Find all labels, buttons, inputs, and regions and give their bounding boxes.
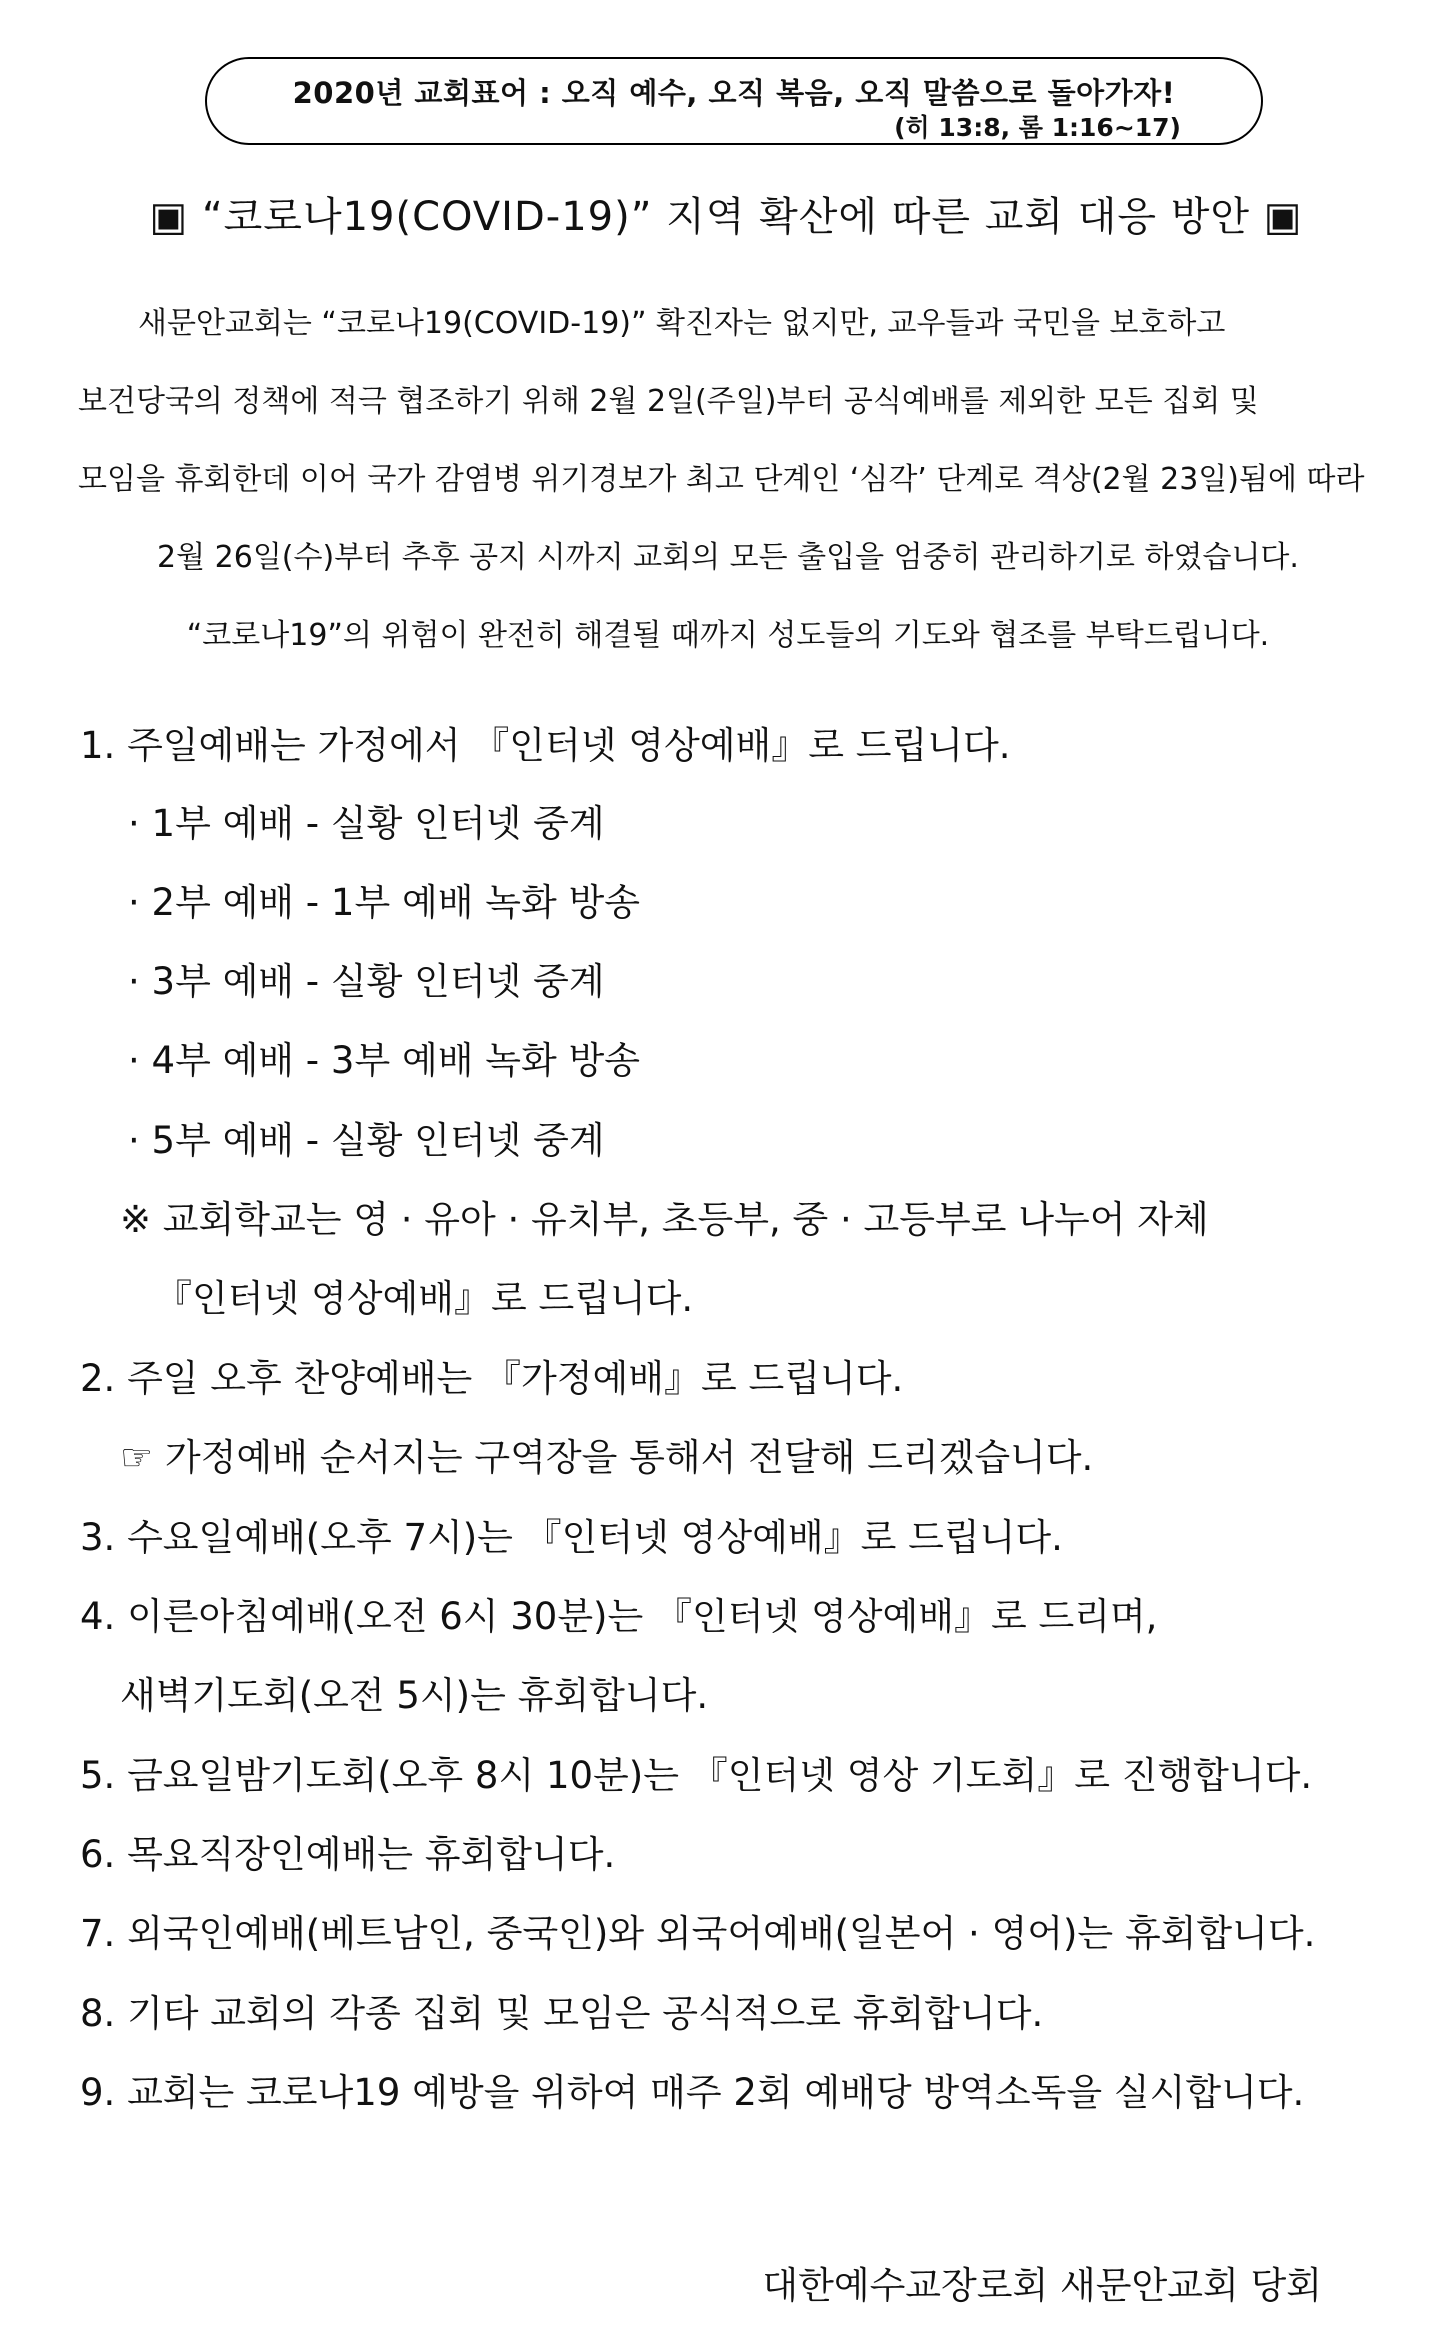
home-worship-note: ☞ 가정예배 순서지는 구역장을 통해서 전달해 드리겠습니다. bbox=[120, 1436, 1094, 1479]
list-item-2: 2. 주일 오후 찬양예배는 『가정예배』로 드립니다. bbox=[80, 1357, 904, 1400]
motto-reference: (히 13:8, 롬 1:16~17) bbox=[894, 113, 1181, 142]
list-item-1: 1. 주일예배는 가정에서 『인터넷 영상예배』로 드립니다. bbox=[80, 724, 1011, 767]
motto-box bbox=[205, 57, 1263, 145]
list-item-8: 8. 기타 교회의 각종 집회 및 모임은 공식적으로 휴회합니다. bbox=[80, 1992, 1044, 2035]
page-title: ▣ “코로나19(COVID-19)” 지역 확산에 따른 교회 대응 방안 ▣ bbox=[149, 194, 1303, 240]
motto-text: 2020년 교회표어 : 오직 예수, 오직 복음, 오직 말씀으로 돌아가자! bbox=[292, 76, 1176, 110]
church-school-note-cont: 『인터넷 영상예배』로 드립니다. bbox=[155, 1277, 694, 1320]
list-item-3: 3. 수요일예배(오후 7시)는 『인터넷 영상예배』로 드립니다. bbox=[80, 1516, 1063, 1559]
service-1: · 1부 예배 - 실황 인터넷 중계 bbox=[128, 802, 605, 845]
list-item-6: 6. 목요직장인예배는 휴회합니다. bbox=[80, 1833, 616, 1876]
list-item-7: 7. 외국인예배(베트남인, 중국인)와 외국어예배(일본어 · 영어)는 휴회합니다. bbox=[80, 1912, 1316, 1955]
intro-line: 2월 26일(수)부터 추후 공지 시까지 교회의 모든 출입을 엄중히 관리하기로 하였습니다. bbox=[157, 540, 1299, 575]
intro-line: 새문안교회는 “코로나19(COVID-19)” 확진자는 없지만, 교우들과 국민을 보호하고 bbox=[138, 306, 1226, 341]
intro-paragraph bbox=[78, 285, 1378, 675]
service-3: · 3부 예배 - 실황 인터넷 중계 bbox=[128, 960, 605, 1003]
intro-line: 모임을 휴회한데 이어 국가 감염병 위기경보가 최고 단계인 ‘심각’ 단계로 격상(2월 23일)됨에 따라 bbox=[78, 462, 1365, 497]
list-item-4-cont: 새벽기도회(오전 5시)는 휴회합니다. bbox=[120, 1674, 709, 1717]
list-item-4: 4. 이른아침예배(오전 6시 30분)는 『인터넷 영상예배』로 드리며, bbox=[80, 1595, 1158, 1638]
signature: 대한예수교장로회 새문안교회 당회 bbox=[762, 2264, 1322, 2307]
list-item-9: 9. 교회는 코로나19 예방을 위하여 매주 2회 예배당 방역소독을 실시합니다. bbox=[80, 2071, 1305, 2114]
service-5: · 5부 예배 - 실황 인터넷 중계 bbox=[128, 1119, 605, 1162]
list-item-5: 5. 금요일밤기도회(오후 8시 10분)는 『인터넷 영상 기도회』로 진행합니다. bbox=[80, 1754, 1313, 1797]
intro-line: “코로나19”의 위험이 완전히 해결될 때까지 성도들의 기도와 협조를 부탁드립니다. bbox=[186, 618, 1270, 653]
intro-line: 보건당국의 정책에 적극 협조하기 위해 2월 2일(주일)부터 공식예배를 제외한 모든 집회 및 bbox=[78, 384, 1259, 419]
church-school-note: ※ 교회학교는 영 · 유아 · 유치부, 초등부, 중 · 고등부로 나누어 자체 bbox=[120, 1198, 1209, 1241]
service-2: · 2부 예배 - 1부 예배 녹화 방송 bbox=[128, 881, 640, 924]
service-4: · 4부 예배 - 3부 예배 녹화 방송 bbox=[128, 1039, 640, 1082]
